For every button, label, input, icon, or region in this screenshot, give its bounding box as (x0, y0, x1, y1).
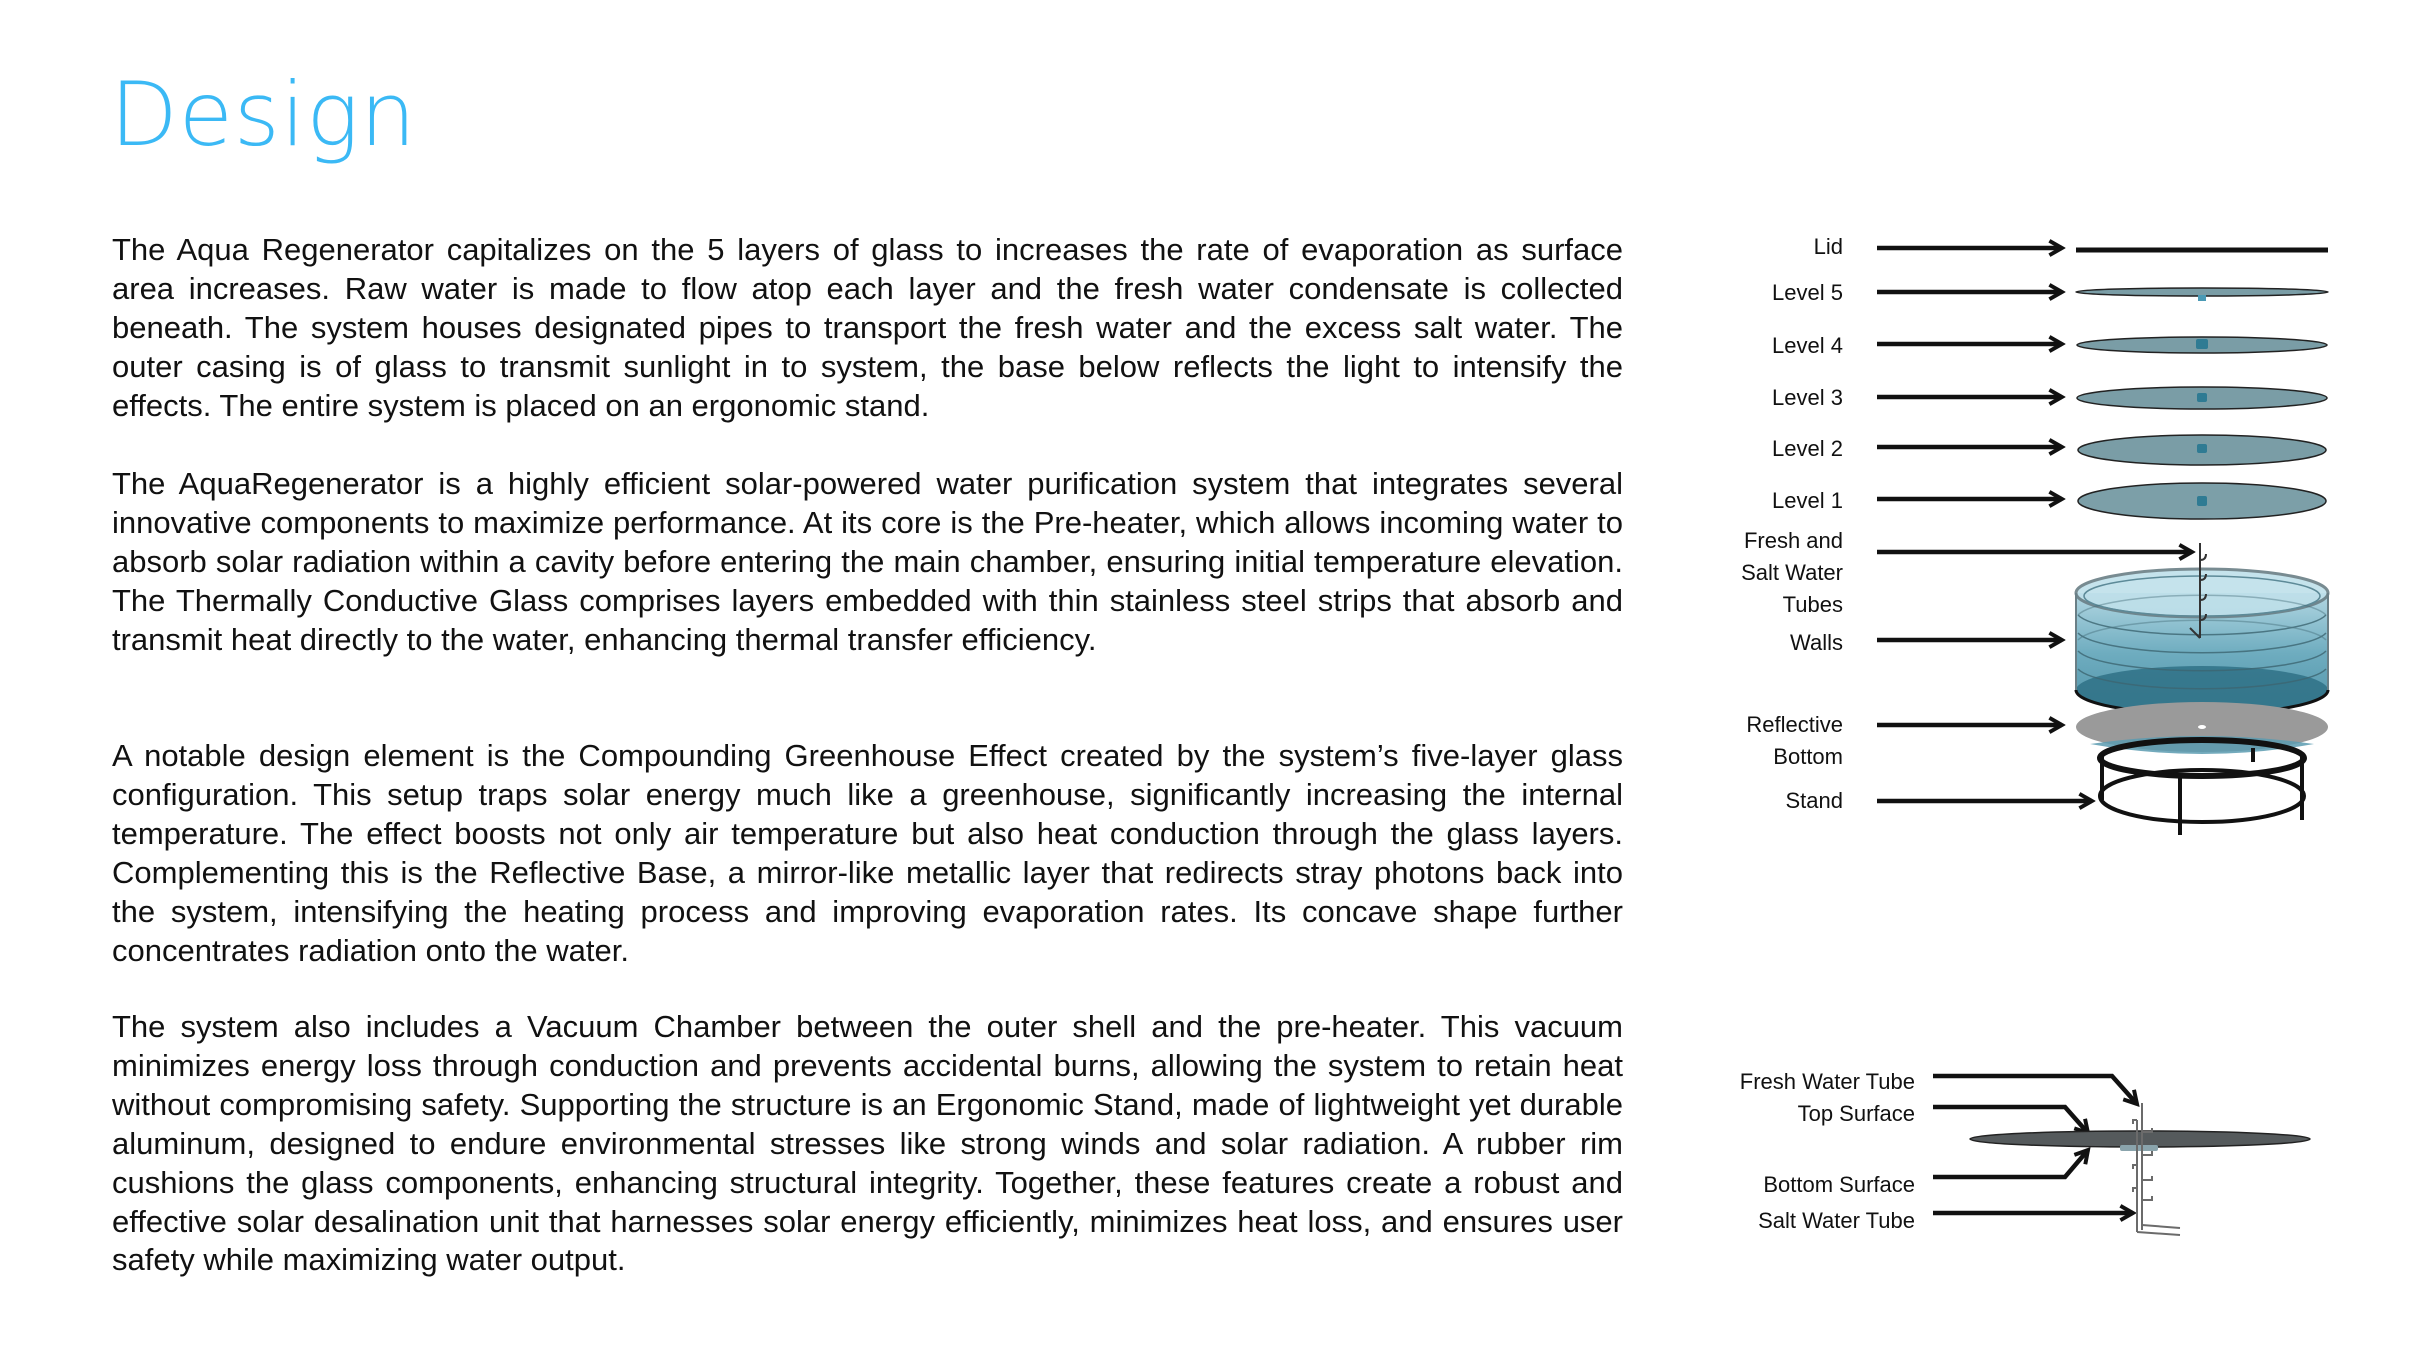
label-walls: Walls (1790, 630, 1843, 655)
walls-cylinder (2076, 569, 2328, 714)
arrow-bottom-surface (1933, 1150, 2088, 1177)
level-3-nozzle (2197, 393, 2207, 402)
layer-tubes (2133, 1103, 2180, 1235)
label-level-2: Level 2 (1772, 436, 1843, 461)
label-level-4: Level 4 (1772, 333, 1843, 358)
paragraph-vacuum-and-stand: The system also includes a Vacuum Chamber between the outer shell and the pre-heater. This vacuum minimizes energy loss through conduction and prevents accidental burns, allowing the system to retain heat without compromising safety. Supporting the structure is an Ergonomic Stand, made of lightweight yet durable aluminum, designed to endure environmental stresses like strong winds and solar radiation. A rubber rim cushions the glass components, enhancing structural integrity. Together, these features create a robust and effective solar desalination unit that harnesses solar energy efficiently, minimizes heat loss, and ensures user safety while maximizing water output. (112, 1009, 1623, 1278)
label-level-1: Level 1 (1772, 488, 1843, 513)
label-reflective-line-2: Bottom (1773, 744, 1843, 769)
label-tubes-line-1: Fresh and (1743, 528, 1843, 553)
arrow-fresh-water-tube (1933, 1076, 2137, 1104)
level-5-nozzle (2198, 295, 2206, 301)
label-level-3: Level 3 (1772, 385, 1843, 410)
stand-frame (2100, 740, 2304, 835)
layer-collector (2120, 1145, 2158, 1151)
label-salt-water-tube: Salt Water Tube (1758, 1208, 1915, 1233)
level-1-nozzle (2197, 496, 2207, 506)
label-lid: Lid (1813, 234, 1843, 259)
label-reflective-line-1: Reflective (1746, 712, 1843, 737)
label-bottom-surface: Bottom Surface (1763, 1172, 1915, 1197)
label-fresh-water-tube: Fresh Water Tube (1739, 1069, 1915, 1094)
arrow-top-surface (1933, 1107, 2088, 1133)
label-tubes-line-2: Salt Water (1741, 560, 1843, 585)
level-5-disk (2076, 288, 2328, 296)
paragraph-greenhouse-effect: A notable design element is the Compounding Greenhouse Effect created by the system’s five-layer glass configuration. This setup traps solar energy much like a greenhouse, significantly increasing the internal temperature. The effect boosts not only air temperature but also heat conduction through the glass layers. Complementing this is the Reflective Base, a mirror-like metallic layer that redirects stray photons back into the system, intensifying the heating process and improving evaporation rates. Its concave shape further concentrates radiation onto the water. (112, 738, 1623, 968)
layer-disk (1970, 1131, 2310, 1147)
label-level-5: Level 5 (1772, 280, 1843, 305)
paragraph-components: The AquaRegenerator is a highly efficient solar-powered water purification system that integrates several innovative components to maximize performance. At its core is the Pre-heater, which allows incoming water to absorb solar radiation within a cavity before entering the main chamber, ensuring initial temperature elevation. The Thermally Conductive Glass comprises layers embedded with thin stainless steel strips that absorb and transmit heat directly to the water, enhancing thermal transfer efficiency. (112, 466, 1623, 657)
label-top-surface: Top Surface (1797, 1101, 1915, 1126)
level-2-nozzle (2197, 444, 2207, 453)
page-title: Design (110, 63, 417, 166)
label-stand: Stand (1785, 788, 1843, 813)
reflective-highlight (2198, 725, 2206, 729)
label-tubes-line-3: Tubes (1782, 592, 1843, 617)
level-4-nozzle (2196, 339, 2208, 349)
glass-levels (2076, 288, 2328, 519)
paragraph-overview: The Aqua Regenerator capitalizes on the 5 layers of glass to increases the rate of evaporation as surface area increases. Raw water is made to flow atop each layer and the fresh water condensate is collected beneath. The system houses designated pipes to transport the fresh water and the excess salt water. The outer casing is of glass to transmit sunlight in to system, the base below reflects the light to intensify the effects. The entire system is placed on an ergonomic stand. (112, 232, 1623, 423)
